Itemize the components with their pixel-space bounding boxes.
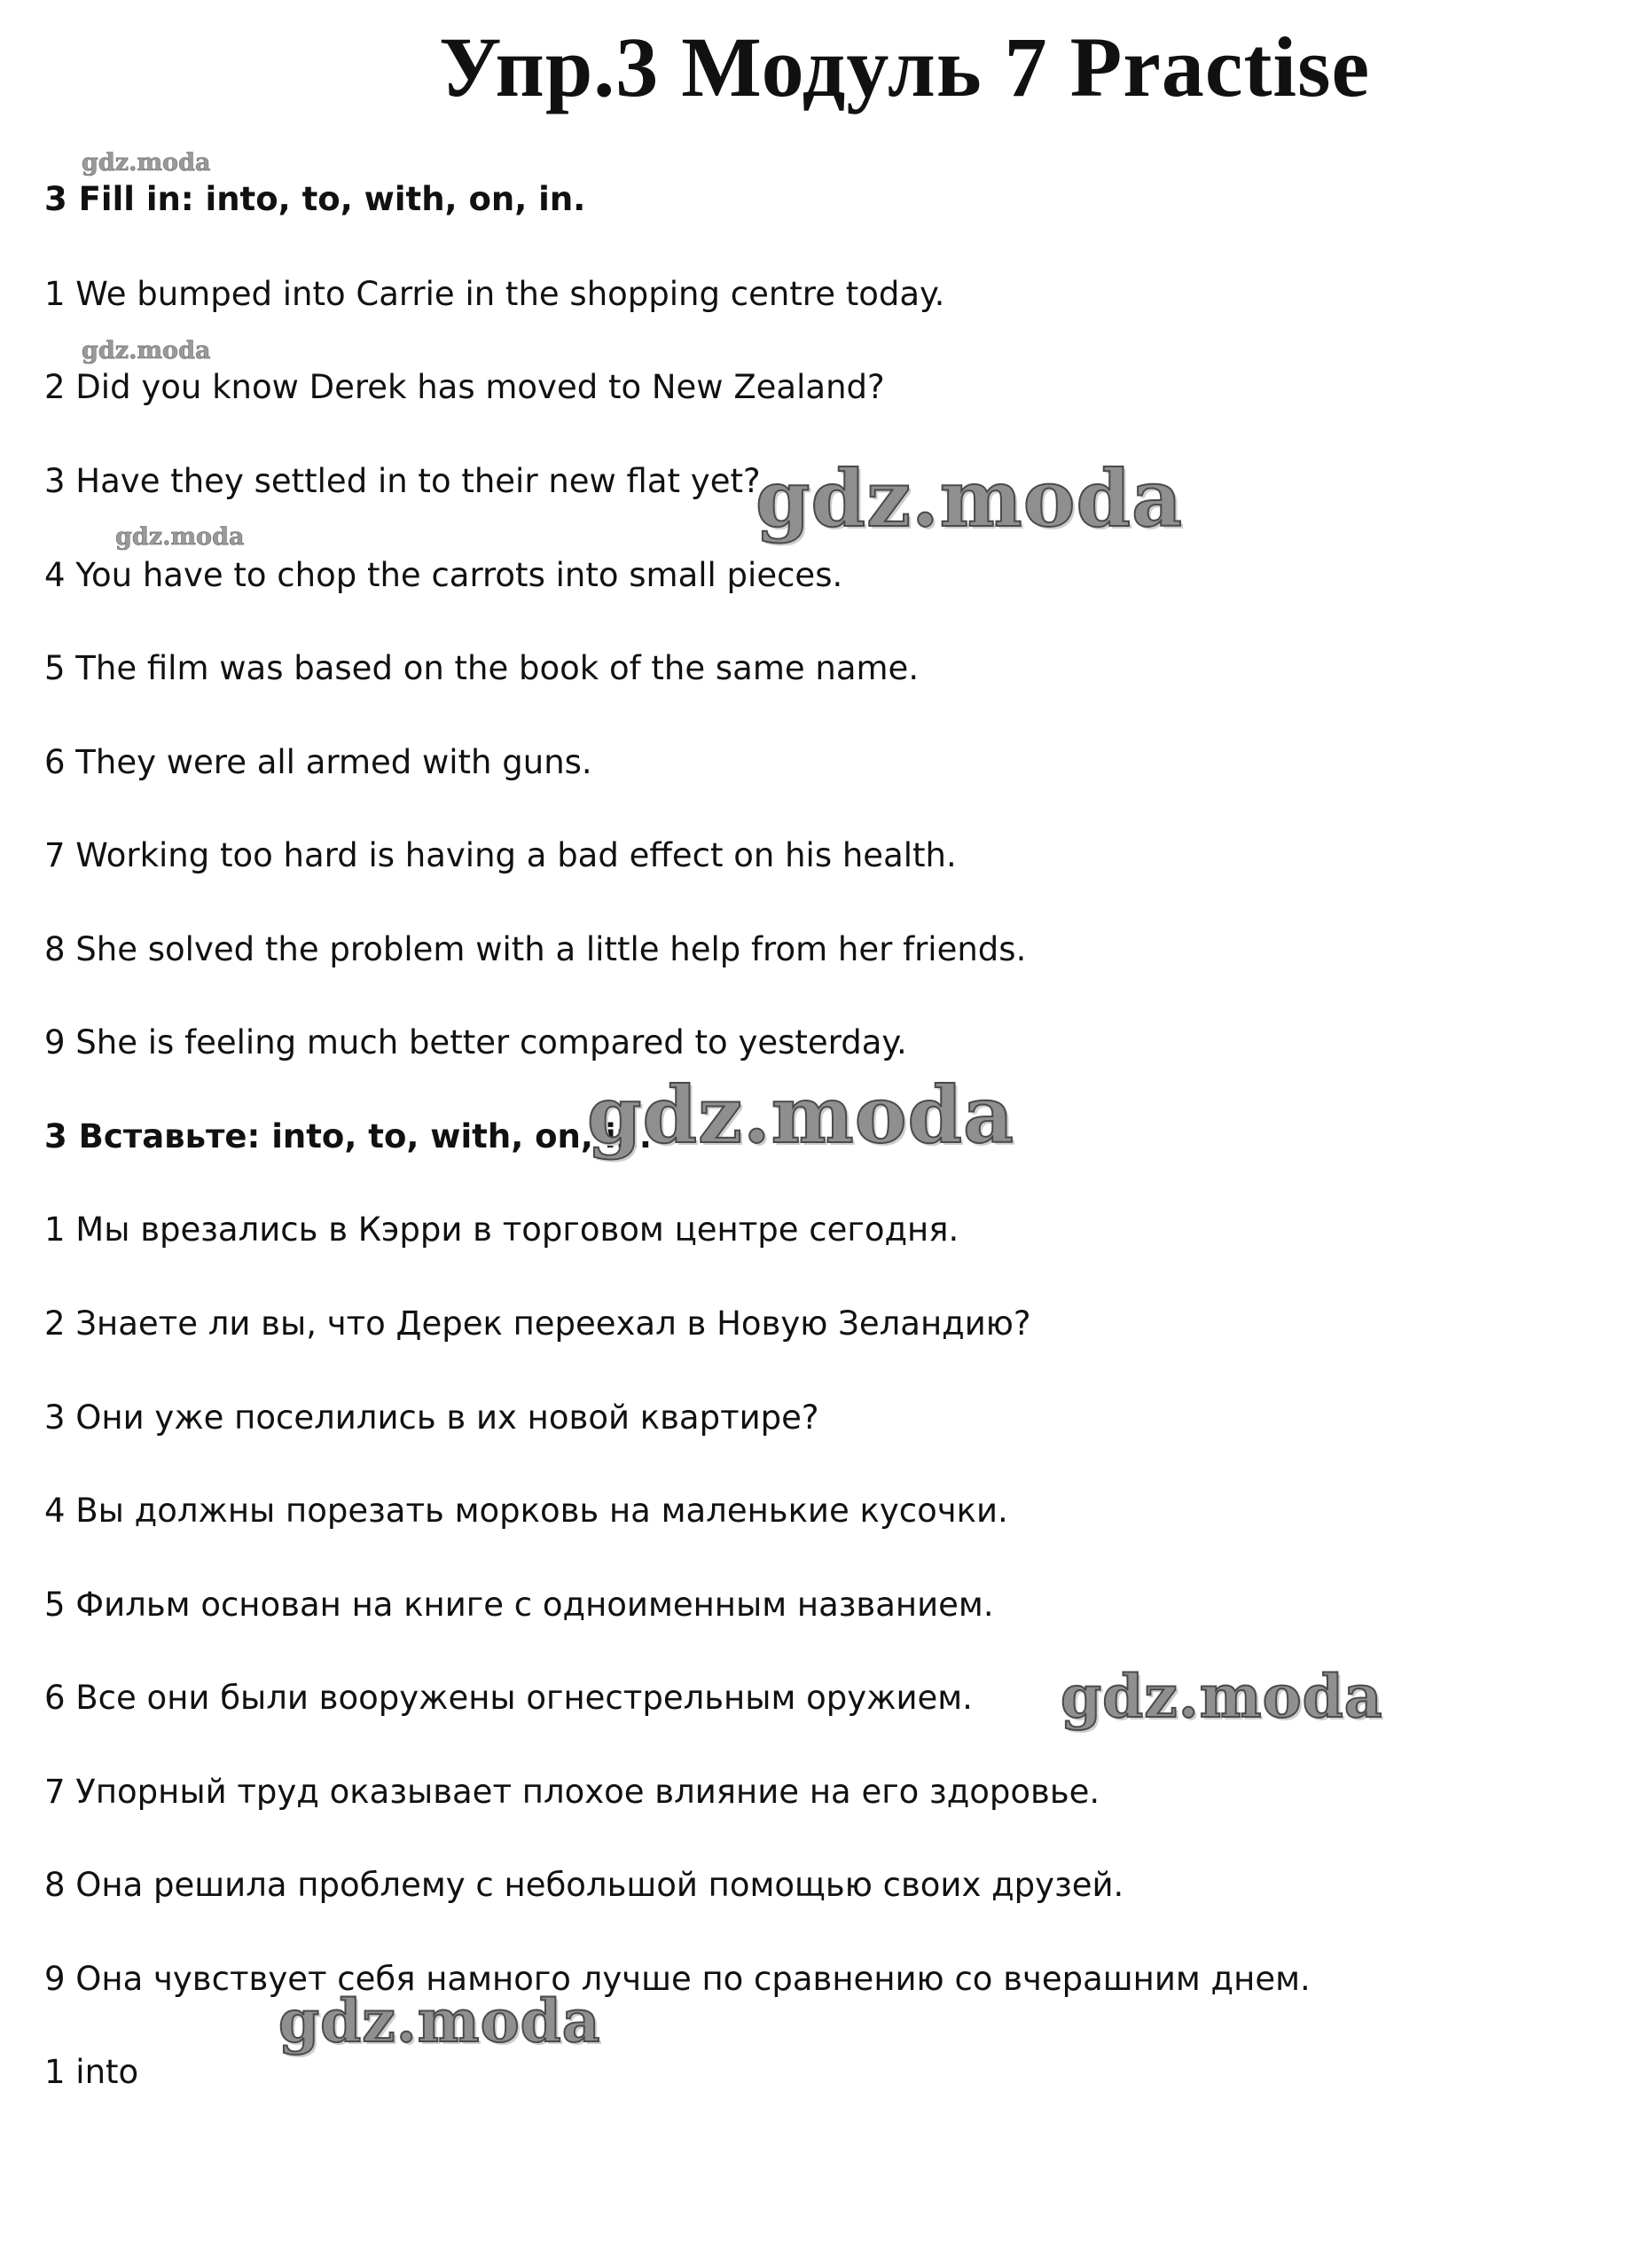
russian-sentence-9: 9 Она чувствует себя намного лучше по сравнению со вчерашним днем. <box>44 1960 1311 1998</box>
watermark-large: gdz.moda <box>1061 1662 1383 1731</box>
english-sentence-1: 1 We bumped into Carrie in the shopping centre today. <box>44 275 945 313</box>
answer-1: 1 into <box>44 2053 139 2091</box>
watermark-small: gdz.moda <box>82 149 211 176</box>
english-sentence-9: 9 She is feeling much better compared to yesterday. <box>44 1023 907 1061</box>
russian-sentence-8: 8 Она решила проблему с небольшой помощью своих друзей. <box>44 1866 1124 1904</box>
english-sentence-2: 2 Did you know Derek has moved to New Zealand? <box>44 368 885 406</box>
russian-sentence-4: 4 Вы должны порезать морковь на маленькие кусочки. <box>44 1492 1008 1530</box>
watermark-large: gdz.moda <box>756 452 1184 544</box>
english-sentence-8: 8 She solved the problem with a little help from her friends. <box>44 930 1027 968</box>
exercise-heading-russian: 3 Вставьте: into, to, with, on, in. <box>44 1117 652 1155</box>
english-sentence-7: 7 Working too hard is having a bad effect on his health. <box>44 836 957 874</box>
watermark-small: gdz.moda <box>82 337 211 364</box>
english-sentence-3: 3 Have they settled in to their new flat yet? <box>44 462 761 500</box>
russian-sentence-5: 5 Фильм основан на книге с одноименным названием. <box>44 1586 994 1624</box>
watermark-large: gdz.moda <box>587 1069 1015 1161</box>
russian-sentence-2: 2 Знаете ли вы, что Дерек переехал в Новую Зеландию? <box>44 1304 1031 1343</box>
russian-sentence-6: 6 Все они были вооружены огнестрельным оружием. <box>44 1679 973 1717</box>
exercise-heading-english: 3 Fill in: into, to, with, on, in. <box>44 180 586 218</box>
page-title: Упр.3 Модуль 7 Practise <box>438 20 1371 114</box>
watermark-large: gdz.moda <box>278 1986 601 2056</box>
russian-sentence-1: 1 Мы врезались в Кэрри в торговом центре сегодня. <box>44 1210 959 1249</box>
russian-sentence-7: 7 Упорный труд оказывает плохое влияние на его здоровье. <box>44 1773 1100 1811</box>
watermark-small: gdz.moda <box>115 523 245 551</box>
english-sentence-4: 4 You have to chop the carrots into small pieces. <box>44 556 843 594</box>
english-sentence-5: 5 The film was based on the book of the same name. <box>44 649 920 687</box>
english-sentence-6: 6 They were all armed with guns. <box>44 743 592 781</box>
russian-sentence-3: 3 Они уже поселились в их новой квартире? <box>44 1398 819 1437</box>
